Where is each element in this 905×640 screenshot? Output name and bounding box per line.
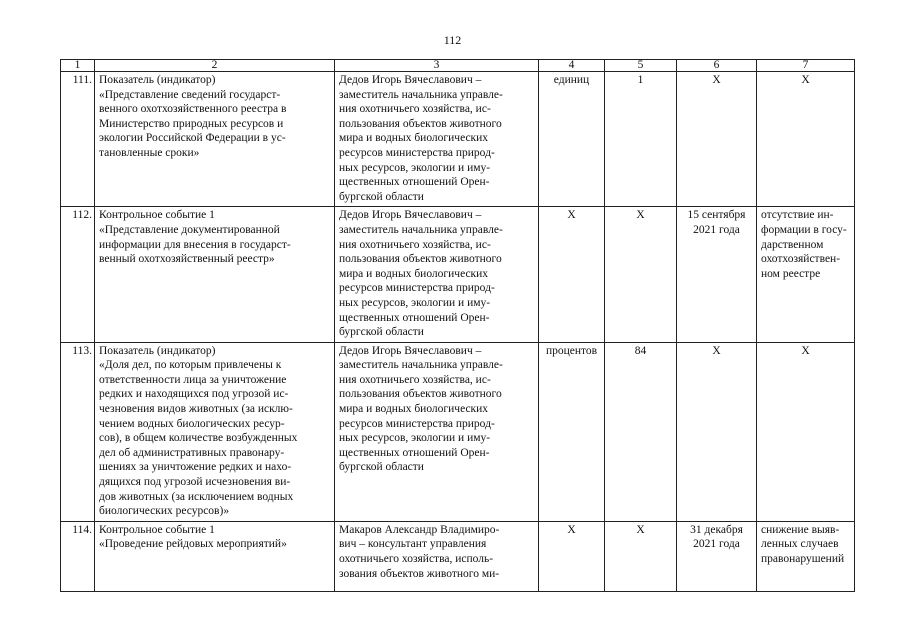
indicator-cell	[95, 72, 335, 207]
expected-result: Х	[801, 344, 810, 357]
responsible-person: Макаров Александр Владимиро- вич – консультант управления охотничьего хозяйства, исполь- зования объектов животного ми-	[339, 523, 500, 580]
deadline: 15 сентября 2021 года	[687, 209, 746, 236]
indicator-cell	[95, 207, 335, 342]
page-number: 112	[443, 33, 462, 47]
indicator-title: Показатель (индикатор)	[99, 344, 216, 357]
indicator-cell	[95, 521, 335, 591]
responsible-person: Дедов Игорь Вячеславович – заместитель начальника управле- ния охотничьего хозяйства, ис- пользования объектов животного мира и водных биологических ресурсов министерства природ- ных ресурсов, экологии и иму- щественных отношений Орен- бургской области	[339, 74, 503, 203]
responsible-person: Дедов Игорь Вячеславович – заместитель начальника управле- ния охотничьего хозяйства, ис- пользования объектов животного мира и водных биологических ресурсов министерства природ- ных ресурсов, экологии и иму- щественных отношений Орен- бургской области	[339, 209, 503, 339]
indicator-description: «Представление документированной информации для внесения в государст- венный охотхозяйственный реестр»	[99, 223, 291, 266]
value-cell: 84	[605, 342, 677, 521]
table-row	[61, 72, 855, 207]
unit-cell: единиц	[539, 72, 605, 207]
column-header: 7	[757, 60, 855, 72]
row-number: 113.	[61, 342, 95, 521]
deadline: Х	[712, 344, 721, 357]
responsible-cell	[335, 207, 539, 342]
indicator-description: «Представление сведений государст- венного охотхозяйственного реестра в Министерство природных ресурсов и экологии Российской Федерации в ус- тановленные сроки»	[99, 88, 287, 159]
value-cell: 1	[605, 72, 677, 207]
column-header: 1	[61, 60, 95, 72]
table-row	[61, 207, 855, 342]
deadline: Х	[712, 74, 721, 86]
date-cell	[677, 521, 757, 591]
table-header-row	[61, 60, 855, 72]
row-number: 114.	[61, 521, 95, 591]
result-cell	[757, 521, 855, 591]
document-table	[60, 59, 855, 592]
value-cell: Х	[605, 207, 677, 342]
expected-result: Х	[801, 74, 810, 86]
row-number: 111.	[61, 72, 95, 207]
responsible-cell	[335, 342, 539, 521]
indicator-title: Контрольное событие 1	[99, 209, 215, 222]
table-row	[61, 342, 855, 521]
result-cell	[757, 72, 855, 207]
deadline: 31 декабря 2021 года	[690, 523, 743, 551]
indicator-cell	[95, 342, 335, 521]
date-cell	[677, 72, 757, 207]
column-header: 4	[539, 60, 605, 72]
column-header: 2	[95, 60, 335, 72]
unit-cell: процентов	[539, 342, 605, 521]
expected-result: снижение выяв- ленных случаев правонарушений	[761, 523, 845, 565]
unit-cell: Х	[539, 207, 605, 342]
indicator-title: Показатель (индикатор)	[99, 74, 216, 86]
date-cell	[677, 342, 757, 521]
responsible-person: Дедов Игорь Вячеславович – заместитель начальника управле- ния охотничьего хозяйства, ис- пользования объектов животного мира и водных биологических ресурсов министерства природ- ных ресурсов, экологии и иму- щественных отношений Орен- бургской области	[339, 344, 503, 474]
indicator-description: «Доля дел, по которым привлечены к ответственности лица за уничтожение редких и находящихся под угрозой ис- чезновения видов животных (за исклю- чением водных биологических ресур- сов), в общем количестве возбужденных дел об административных правонару- шениях за уничтожение редких и нахо- дящихся под угрозой исчезновения ви- дов животных (за исключением водных биологических ресурсов)»	[99, 359, 298, 518]
column-header: 3	[335, 60, 539, 72]
indicator-title: Контрольное событие 1	[99, 523, 215, 536]
result-cell	[757, 207, 855, 342]
value-cell: Х	[605, 521, 677, 591]
row-number: 112.	[61, 207, 95, 342]
responsible-cell	[335, 72, 539, 207]
column-header: 5	[605, 60, 677, 72]
responsible-cell	[335, 521, 539, 591]
result-cell	[757, 342, 855, 521]
table-row	[61, 521, 855, 591]
expected-result: отсутствие ин- формации в госу- дарственном охотхозяйствен- ном реестре	[761, 209, 847, 280]
unit-cell: Х	[539, 521, 605, 591]
indicator-description: «Проведение рейдовых мероприятий»	[99, 538, 287, 551]
date-cell	[677, 207, 757, 342]
column-header: 6	[677, 60, 757, 72]
